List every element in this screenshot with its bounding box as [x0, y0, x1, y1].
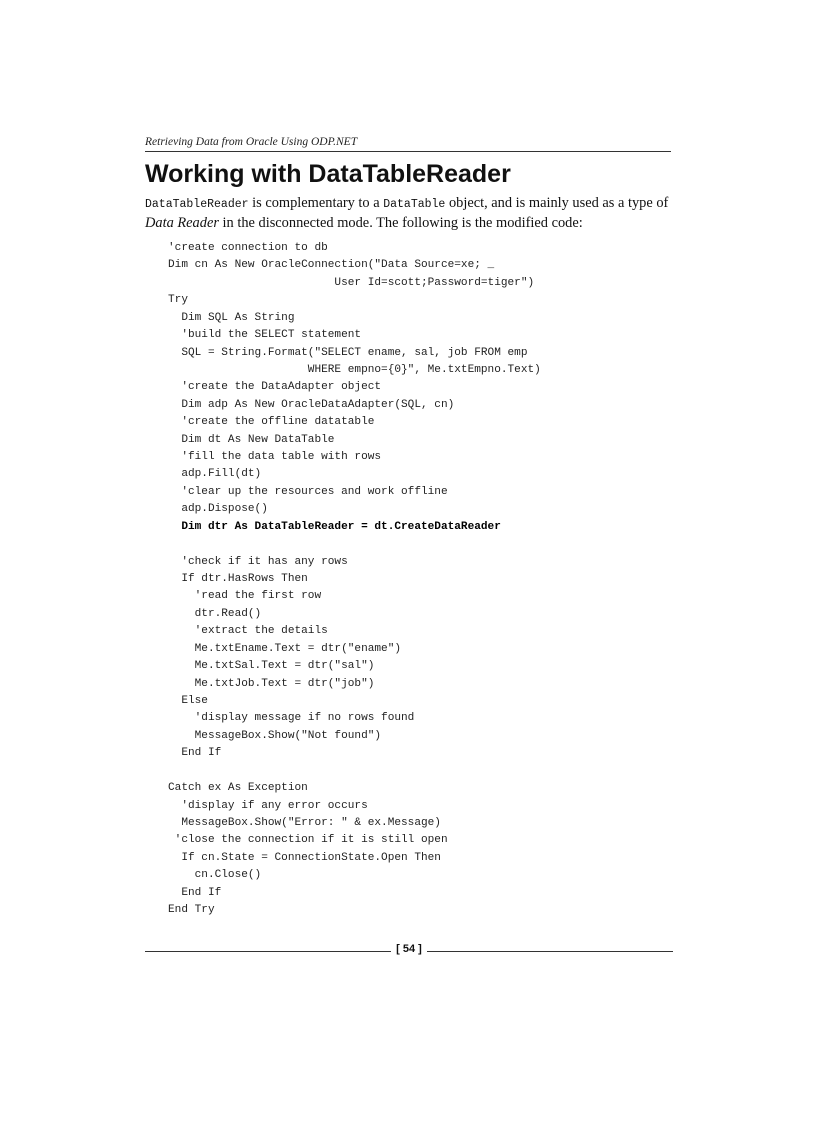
code-line: Me.txtEname.Text = dtr("ename"): [168, 642, 402, 655]
code-line: 'create the offline datatable: [168, 416, 375, 429]
code-line: MessageBox.Show("Error: " & ex.Message): [168, 816, 441, 829]
inline-code-datatable: DataTable: [383, 198, 446, 211]
code-line: 'close the connection if it is still open: [168, 834, 448, 847]
footer-rule-right: [427, 951, 673, 952]
code-line: Else: [168, 694, 208, 707]
code-line: Dim cn As New OracleConnection("Data Source=xe; _: [168, 259, 495, 272]
code-line: 'check if it has any rows: [168, 555, 348, 568]
code-line: MessageBox.Show("Not found"): [168, 729, 382, 742]
code-line: Me.txtJob.Text = dtr("job"): [168, 677, 375, 690]
intro-paragraph: [145, 194, 675, 232]
code-line: Try: [168, 294, 188, 307]
code-line: If dtr.HasRows Then: [168, 573, 308, 586]
code-line: User Id=scott;Password=tiger"): [168, 276, 535, 289]
code-line: 'display if any error occurs: [168, 799, 368, 812]
running-header: Retrieving Data from Oracle Using ODP.NET: [145, 136, 671, 152]
code-line: adp.Dispose(): [168, 503, 268, 516]
footer-rule-left: [145, 951, 391, 952]
code-line: 'build the SELECT statement: [168, 329, 362, 342]
code-line: Me.txtSal.Text = dtr("sal"): [168, 660, 375, 673]
code-line: End Try: [168, 904, 215, 917]
code-line: Dim dtr As DataTableReader = dt.CreateDataReader: [168, 520, 501, 533]
code-line: adp.Fill(dt): [168, 468, 262, 481]
code-line: cn.Close(): [168, 869, 262, 882]
code-line: End If: [168, 747, 222, 760]
inline-code-datatablereader: DataTableReader: [145, 198, 249, 211]
code-line: Catch ex As Exception: [168, 782, 308, 795]
code-line: Dim adp As New OracleDataAdapter(SQL, cn): [168, 398, 455, 411]
code-line: End If: [168, 886, 222, 899]
code-line: 'display message if no rows found: [168, 712, 415, 725]
section-title: Working with DataTableReader: [145, 160, 511, 188]
intro-text-3: in the disconnected mode. The following is the modified code:: [218, 215, 583, 231]
code-line: 'clear up the resources and work offline: [168, 485, 448, 498]
intro-text-2: object, and is mainly used as a type of: [445, 195, 669, 211]
code-line: Dim SQL As String: [168, 311, 295, 324]
code-line: 'create connection to db: [168, 242, 328, 254]
code-listing: [168, 240, 541, 919]
page-number: [ 54 ]: [396, 943, 422, 955]
code-line: WHERE empno={0}", Me.txtEmpno.Text): [168, 363, 541, 376]
code-line: 'read the first row: [168, 590, 322, 603]
page-footer: [145, 942, 673, 960]
code-line: dtr.Read(): [168, 607, 262, 620]
code-line: 'create the DataAdapter object: [168, 381, 382, 394]
code-line: 'extract the details: [168, 625, 328, 638]
intro-text-1: is complementary to a: [248, 195, 384, 211]
intro-term-data-reader: Data Reader: [145, 215, 219, 231]
code-line: If cn.State = ConnectionState.Open Then: [168, 851, 441, 864]
code-line: 'fill the data table with rows: [168, 451, 382, 464]
code-line: SQL = String.Format("SELECT ename, sal, job FROM emp: [168, 346, 528, 359]
code-line: Dim dt As New DataTable: [168, 433, 335, 446]
